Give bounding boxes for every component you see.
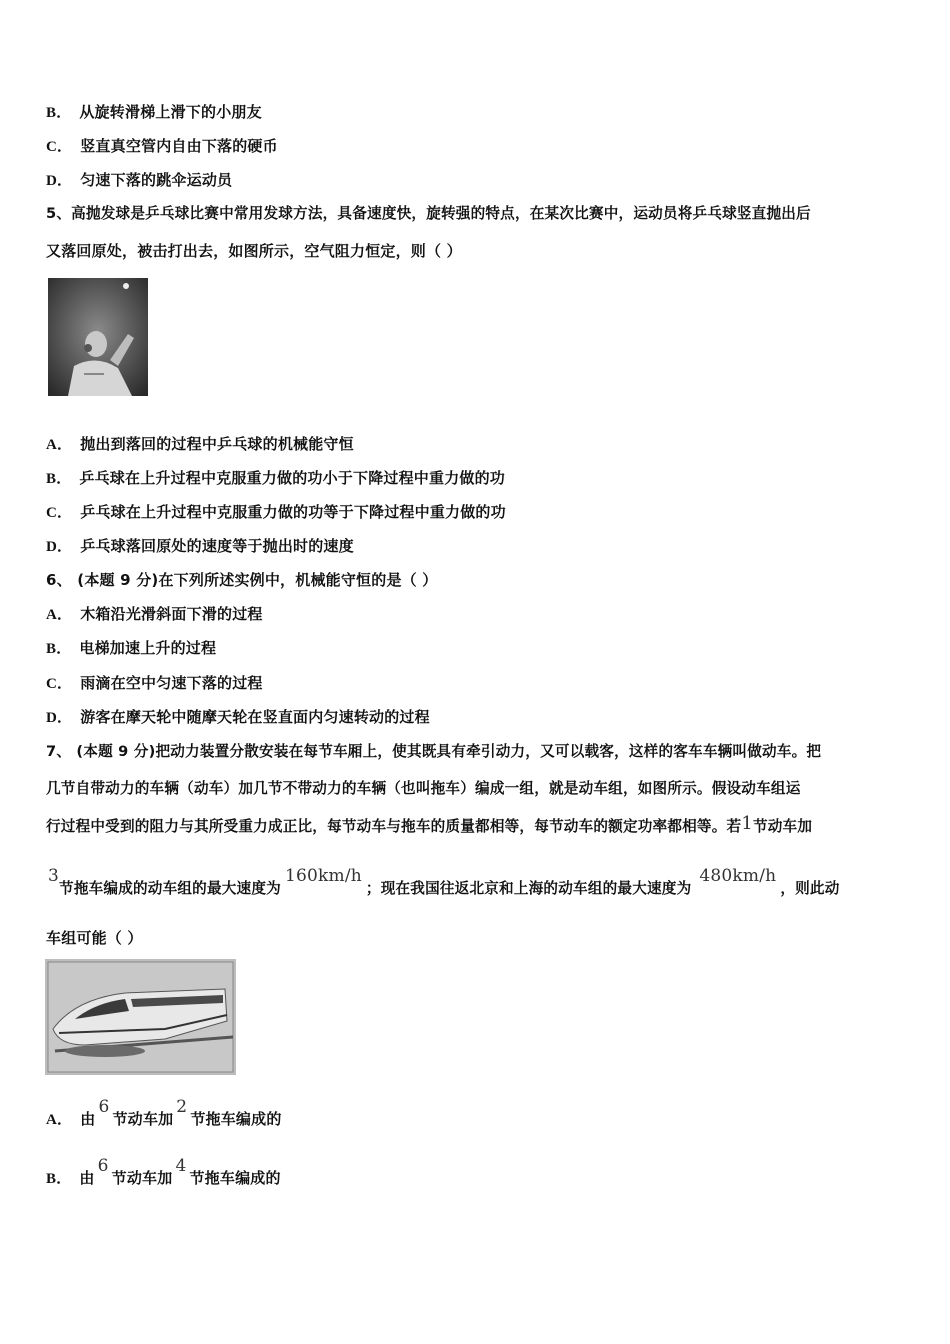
q5-option-b: B． 乒乓球在上升过程中克服重力做的功小于下降过程中重力做的功 — [46, 469, 506, 487]
q7-option-b: B． 由6节动车加4节拖车编成的 — [46, 1156, 281, 1187]
q7-stem-line4: 3节拖车编成的动车组的最大速度为160km/h；现在我国往返北京和上海的动车组的最大速度为480km/h，则此动 — [48, 866, 840, 897]
bullet-train-photo — [45, 959, 236, 1075]
q4-option-b: B． 从旋转滑梯上滑下的小朋友 — [46, 103, 262, 121]
q7-option-a: A． 由6节动车加2节拖车编成的 — [46, 1097, 282, 1128]
q7-stem-line1: 7、 (本题 9 分)把动力装置分散安装在每节车厢上，使其既具有牵引动力，又可以载客，这样的客车车辆叫做动车。把 — [46, 743, 822, 760]
q7-stem-line5: 车组可能（ ） — [46, 929, 143, 947]
q6-option-a: A． 木箱沿光滑斜面下滑的过程 — [46, 605, 263, 623]
q7-stem-line2: 几节自带动力的车辆（动车）加几节不带动力的车辆（也叫拖车）编成一组，就是动车组，如图所示。假设动车组运 — [46, 780, 801, 797]
table-tennis-player-image — [48, 278, 148, 396]
q6-option-b: B． 电梯加速上升的过程 — [46, 639, 217, 657]
q4-option-c: C． 竖直真空管内自由下落的硬币 — [46, 137, 278, 155]
q6-option-c: C． 雨滴在空中匀速下落的过程 — [46, 674, 263, 692]
bullet-train-image — [45, 959, 236, 1075]
q6-option-d: D． 游客在摩天轮中随摩天轮在竖直面内匀速转动的过程 — [46, 708, 430, 726]
q5-option-c: C． 乒乓球在上升过程中克服重力做的功等于下降过程中重力做的功 — [46, 503, 506, 521]
q5-option-d: D． 乒乓球落回原处的速度等于抛出时的速度 — [46, 537, 354, 555]
q4-option-d: D． 匀速下落的跳伞运动员 — [46, 171, 233, 189]
q7-stem-line3: 行过程中受到的阻力与其所受重力成正比，每节动车与拖车的质量都相等，每节动车的额定功率都相等。若1节动车加 — [46, 813, 813, 835]
q5-stem-line2: 又落回原处，被击打出去，如图所示，空气阻力恒定，则（ ） — [46, 242, 462, 260]
q5-stem-line1: 5、高抛发球是乒乓球比赛中常用发球方法，具备速度快，旋转强的特点，在某次比赛中，运动员将乒乓球竖直抛出后 — [46, 205, 811, 222]
q5-option-a: A． 抛出到落回的过程中乒乓球的机械能守恒 — [46, 435, 354, 453]
q6-stem: 6、 (本题 9 分)在下列所述实例中，机械能守恒的是（ ） — [46, 571, 438, 589]
table-tennis-photo — [48, 278, 148, 396]
